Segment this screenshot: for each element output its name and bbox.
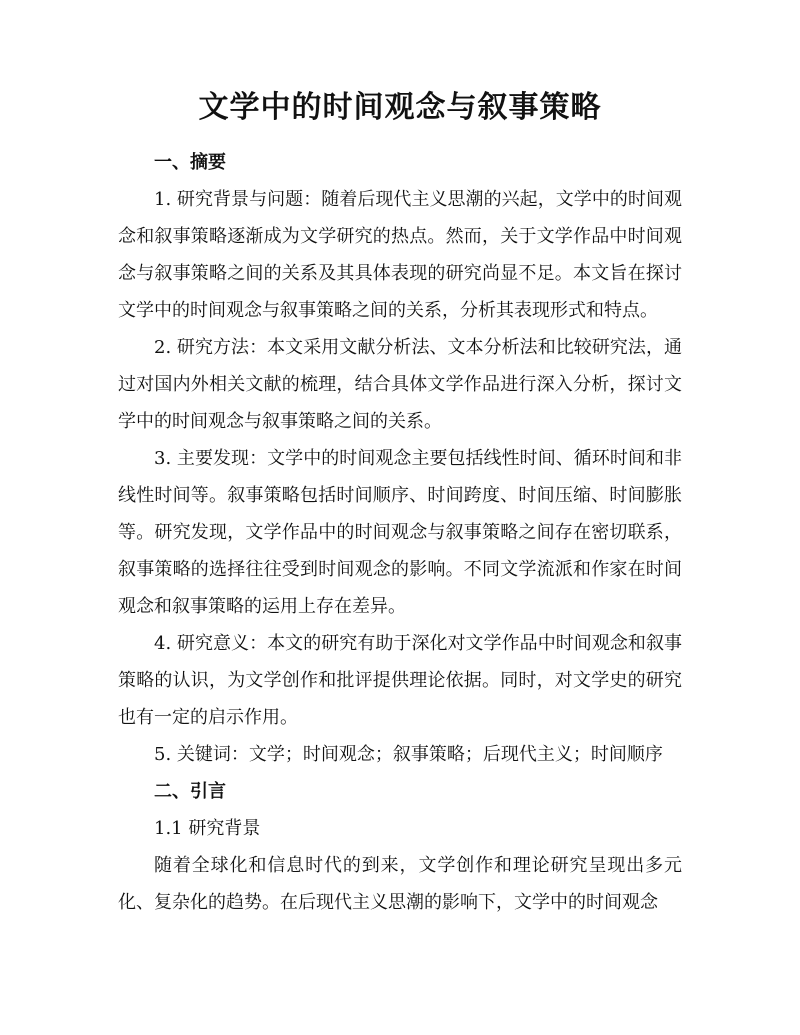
intro-heading: 二、引言 bbox=[154, 781, 226, 802]
abstract-item-methods: 2. 研究方法：本文采用文献分析法、文本分析法和比较研究法，通过对国内外相关文献的梳理，结合具体文学作品进行深入分析，探讨文学中的时间观念与叙事策略之间的关系。 bbox=[118, 337, 682, 432]
intro-paragraph: 随着全球化和信息时代的到来，文学创作和理论研究呈现出多元化、复杂化的趋势。在后现代主义思潮的影响下，文学中的时间观念 bbox=[118, 855, 682, 913]
abstract-heading: 一、摘要 bbox=[154, 152, 226, 173]
abstract-item-findings: 3. 主要发现：文学中的时间观念主要包括线性时间、循环时间和非线性时间等。叙事策略包括时间顺序、时间跨度、时间压缩、时间膨胀等。研究发现，文学作品中的时间观念与叙事策略之间存在密切联系，叙事策略的选择往往受到时间观念的影响。不同文学流派和作家在时间观念和叙事策略的运用上存在差异。 bbox=[118, 448, 682, 617]
abstract-item-significance: 4. 研究意义：本文的研究有助于深化对文学作品中时间观念和叙事策略的认识，为文学创作和批评提供理论依据。同时，对文学史的研究也有一定的启示作用。 bbox=[118, 633, 682, 728]
document-title: 文学中的时间观念与叙事策略 bbox=[198, 90, 602, 125]
document-body bbox=[118, 144, 682, 921]
abstract-item-background: 1. 研究背景与问题：随着后现代主义思潮的兴起，文学中的时间观念和叙事策略逐渐成为文学研究的热点。然而，关于文学作品中时间观念与叙事策略之间的关系及其具体表现的研究尚显不足。本文旨在探讨文学中的时间观念与叙事策略之间的关系，分析其表现形式和特点。 bbox=[118, 189, 682, 321]
abstract-item-keywords: 5. 关键词：文学；时间观念；叙事策略；后现代主义；时间顺序 bbox=[154, 744, 663, 765]
intro-subheading: 1.1 研究背景 bbox=[154, 818, 261, 839]
